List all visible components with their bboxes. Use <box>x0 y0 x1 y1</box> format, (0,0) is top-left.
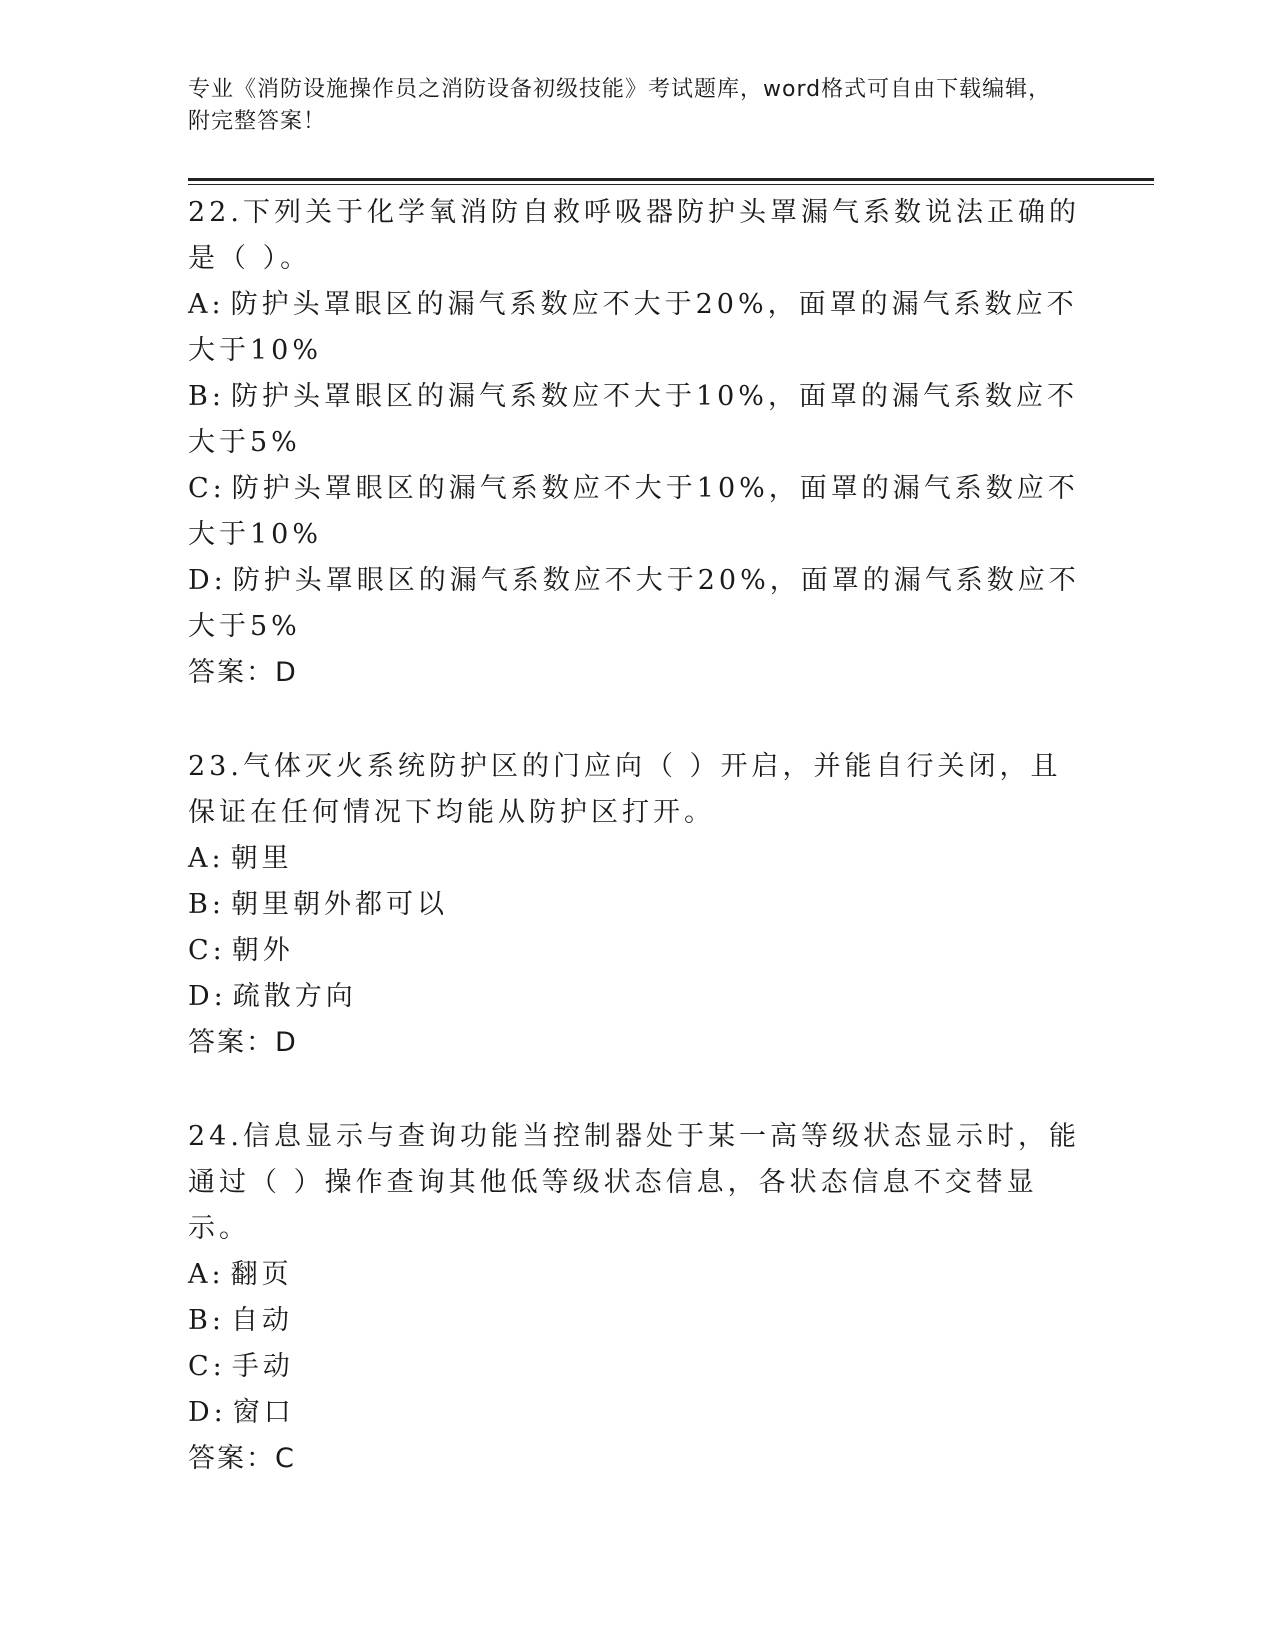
option-b <box>188 1298 1088 1344</box>
option-label: A: <box>188 1259 225 1290</box>
question-22 <box>188 190 1088 696</box>
option-text: 防护头罩眼区的漏气系数应不大于20%，面罩的漏气系数应不大于5% <box>188 565 1080 642</box>
option-b <box>188 374 1088 466</box>
option-text: 朝里朝外都可以 <box>230 889 448 920</box>
answer-line: 答案：C <box>188 1443 296 1474</box>
option-a <box>188 836 1088 882</box>
option-text: 手动 <box>231 1351 294 1382</box>
answer-line: 答案：D <box>188 657 298 688</box>
option-label: B: <box>188 381 225 412</box>
option-text: 防护头罩眼区的漏气系数应不大于20%，面罩的漏气系数应不大于10% <box>188 289 1078 366</box>
option-label: D: <box>188 1397 227 1428</box>
option-label: D: <box>188 565 227 596</box>
question-24 <box>188 1114 1088 1482</box>
question-stem: 23.气体灭火系统防护区的门应向（ ）开启，并能自行关闭，且保证在任何情况下均能从防护区打开。 <box>188 751 1062 828</box>
option-a <box>188 1252 1088 1298</box>
question-stem: 24.信息显示与查询功能当控制器处于某一高等级状态显示时，能通过（ ）操作查询其他低等级状态信息，各状态信息不交替显示。 <box>188 1121 1080 1244</box>
option-text: 自动 <box>230 1305 293 1336</box>
option-c <box>188 466 1088 558</box>
option-a <box>188 282 1088 374</box>
option-label: D: <box>188 981 227 1012</box>
option-c <box>188 1344 1088 1390</box>
option-label: C: <box>188 935 226 966</box>
option-d <box>188 558 1088 650</box>
option-text: 朝里 <box>230 843 293 874</box>
option-text: 防护头罩眼区的漏气系数应不大于10%，面罩的漏气系数应不大于10% <box>188 473 1079 550</box>
option-text: 防护头罩眼区的漏气系数应不大于10%，面罩的漏气系数应不大于5% <box>188 381 1078 458</box>
option-label: A: <box>188 289 225 320</box>
option-text: 疏散方向 <box>232 981 357 1012</box>
option-label: B: <box>188 889 225 920</box>
option-label: B: <box>188 1305 225 1336</box>
option-d <box>188 974 1088 1020</box>
header-rule-thick <box>188 178 1154 181</box>
option-b <box>188 882 1088 928</box>
header-rule-thin <box>188 184 1154 185</box>
option-c <box>188 928 1088 974</box>
question-23 <box>188 744 1088 1066</box>
question-stem: 22.下列关于化学氧消防自救呼吸器防护头罩漏气系数说法正确的是（ ）。 <box>188 197 1080 274</box>
document-header: 专业《消防设施操作员之消防设备初级技能》考试题库，word格式可自由下载编辑，附完整答案！ <box>188 77 1052 134</box>
option-text: 窗口 <box>232 1397 295 1428</box>
answer-line: 答案：D <box>188 1027 298 1058</box>
option-d <box>188 1390 1088 1436</box>
option-text: 翻页 <box>230 1259 293 1290</box>
option-label: A: <box>188 843 225 874</box>
option-text: 朝外 <box>231 935 294 966</box>
option-label: C: <box>188 1351 226 1382</box>
question-list <box>188 190 1088 1530</box>
option-label: C: <box>188 473 226 504</box>
